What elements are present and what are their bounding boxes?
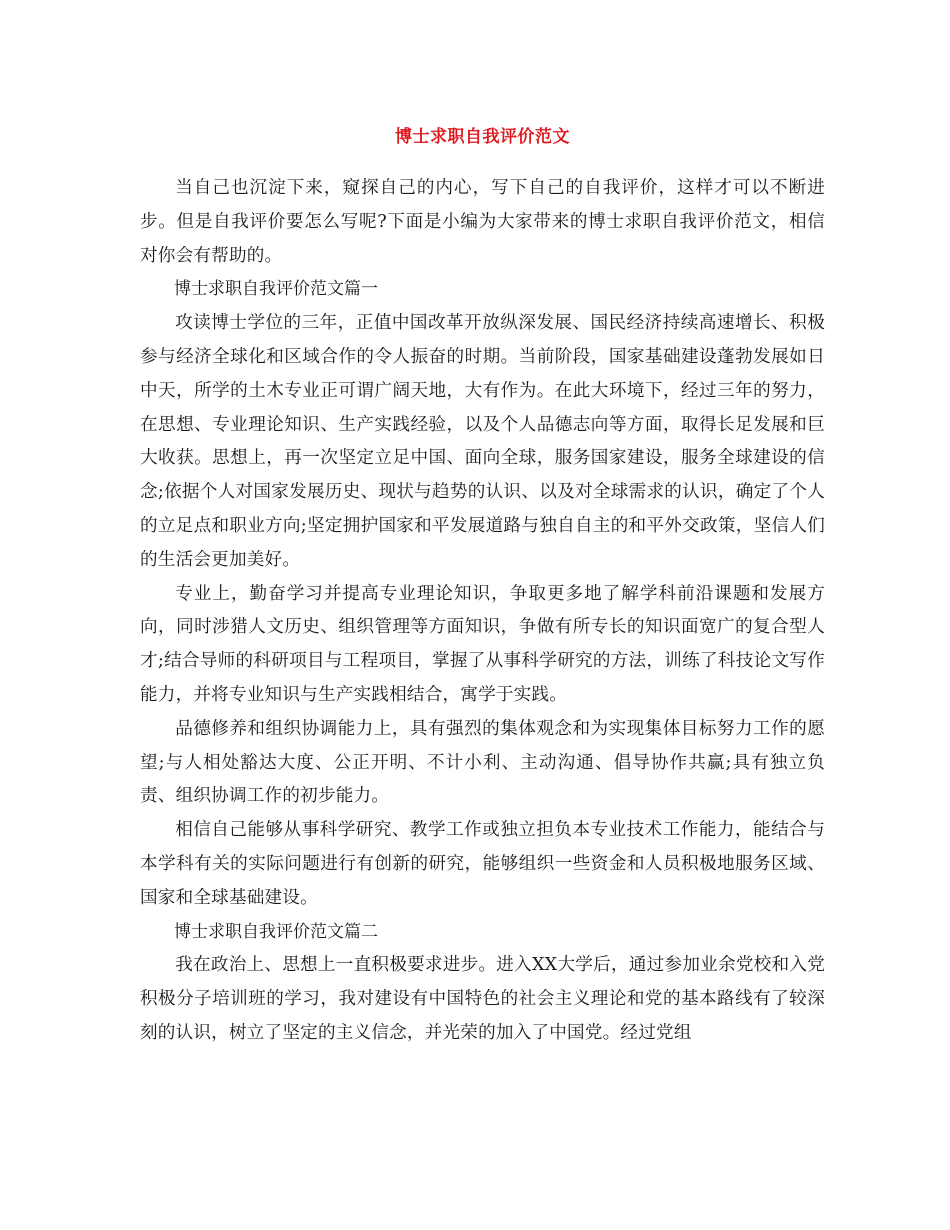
section-heading-1: 博士求职自我评价范文篇一	[174, 279, 378, 300]
section1-paragraph-2: 专业上，勤奋学习并提高专业理论知识，争取更多地了解学科前沿课题和发展方向，同时涉猎人文历史、组织管理等方面知识，争做有所专长的知识面宽广的复合型人才;结合导师的科研项目与工程项目，掌握了从事科学研究的方法，训练了科技论文写作能力，并将专业知识与生产实践相结合，寓学于实践。	[140, 583, 825, 705]
document-title: 博士求职自我评价范文	[395, 127, 570, 147]
section1-paragraph-1: 攻读博士学位的三年，正值中国改革开放纵深发展、国民经济持续高速增长、积极参与经济全球化和区域合作的令人振奋的时期。当前阶段，国家基础建设蓬勃发展如日中天，所学的土木专业正可谓广阔天地，大有作为。在此大环境下，经过三年的努力，在思想、专业理论知识、生产实践经验，以及个人品德志向等方面，取得长足发展和巨大收获。思想上，再一次坚定立足中国、面向全球，服务国家建设，服务全球建设的信念;依据个人对国家发展历史、现状与趋势的认识、以及对全球需求的认识，确定了个人的立足点和职业方向;坚定拥护国家和平发展道路与独自自主的和平外交政策，坚信人们的生活会更加美好。	[140, 313, 825, 570]
section1-paragraph-3: 品德修养和组织协调能力上，具有强烈的集体观念和为实现集体目标努力工作的愿望;与人相处豁达大度、公正开明、不计小利、主动沟通、倡导协作共赢;具有独立负责、组织协调工作的初步能力。	[140, 718, 825, 807]
section2-paragraph-1: 我在政治上、思想上一直积极要求进步。进入XX大学后，通过参加业余党校和入党积极分子培训班的学习，我对建设有中国特色的社会主义理论和党的基本路线有了较深刻的认识，树立了坚定的主义信念，并光荣的加入了中国党。经过党组	[140, 955, 825, 1043]
section-heading-2: 博士求职自我评价范文篇二	[174, 921, 378, 942]
intro-paragraph: 当自己也沉淀下来，窥探自己的内心，写下自己的自我评价，这样才可以不断进步。但是自我评价要怎么写呢?下面是小编为大家带来的博士求职自我评价范文，相信对你会有帮助的。	[140, 178, 825, 266]
section1-paragraph-4: 相信自己能够从事科学研究、教学工作或独立担负本专业技术工作能力，能结合与本学科有关的实际问题进行有创新的研究，能够组织一些资金和人员积极地服务区域、国家和全球基础建设。	[140, 820, 825, 908]
